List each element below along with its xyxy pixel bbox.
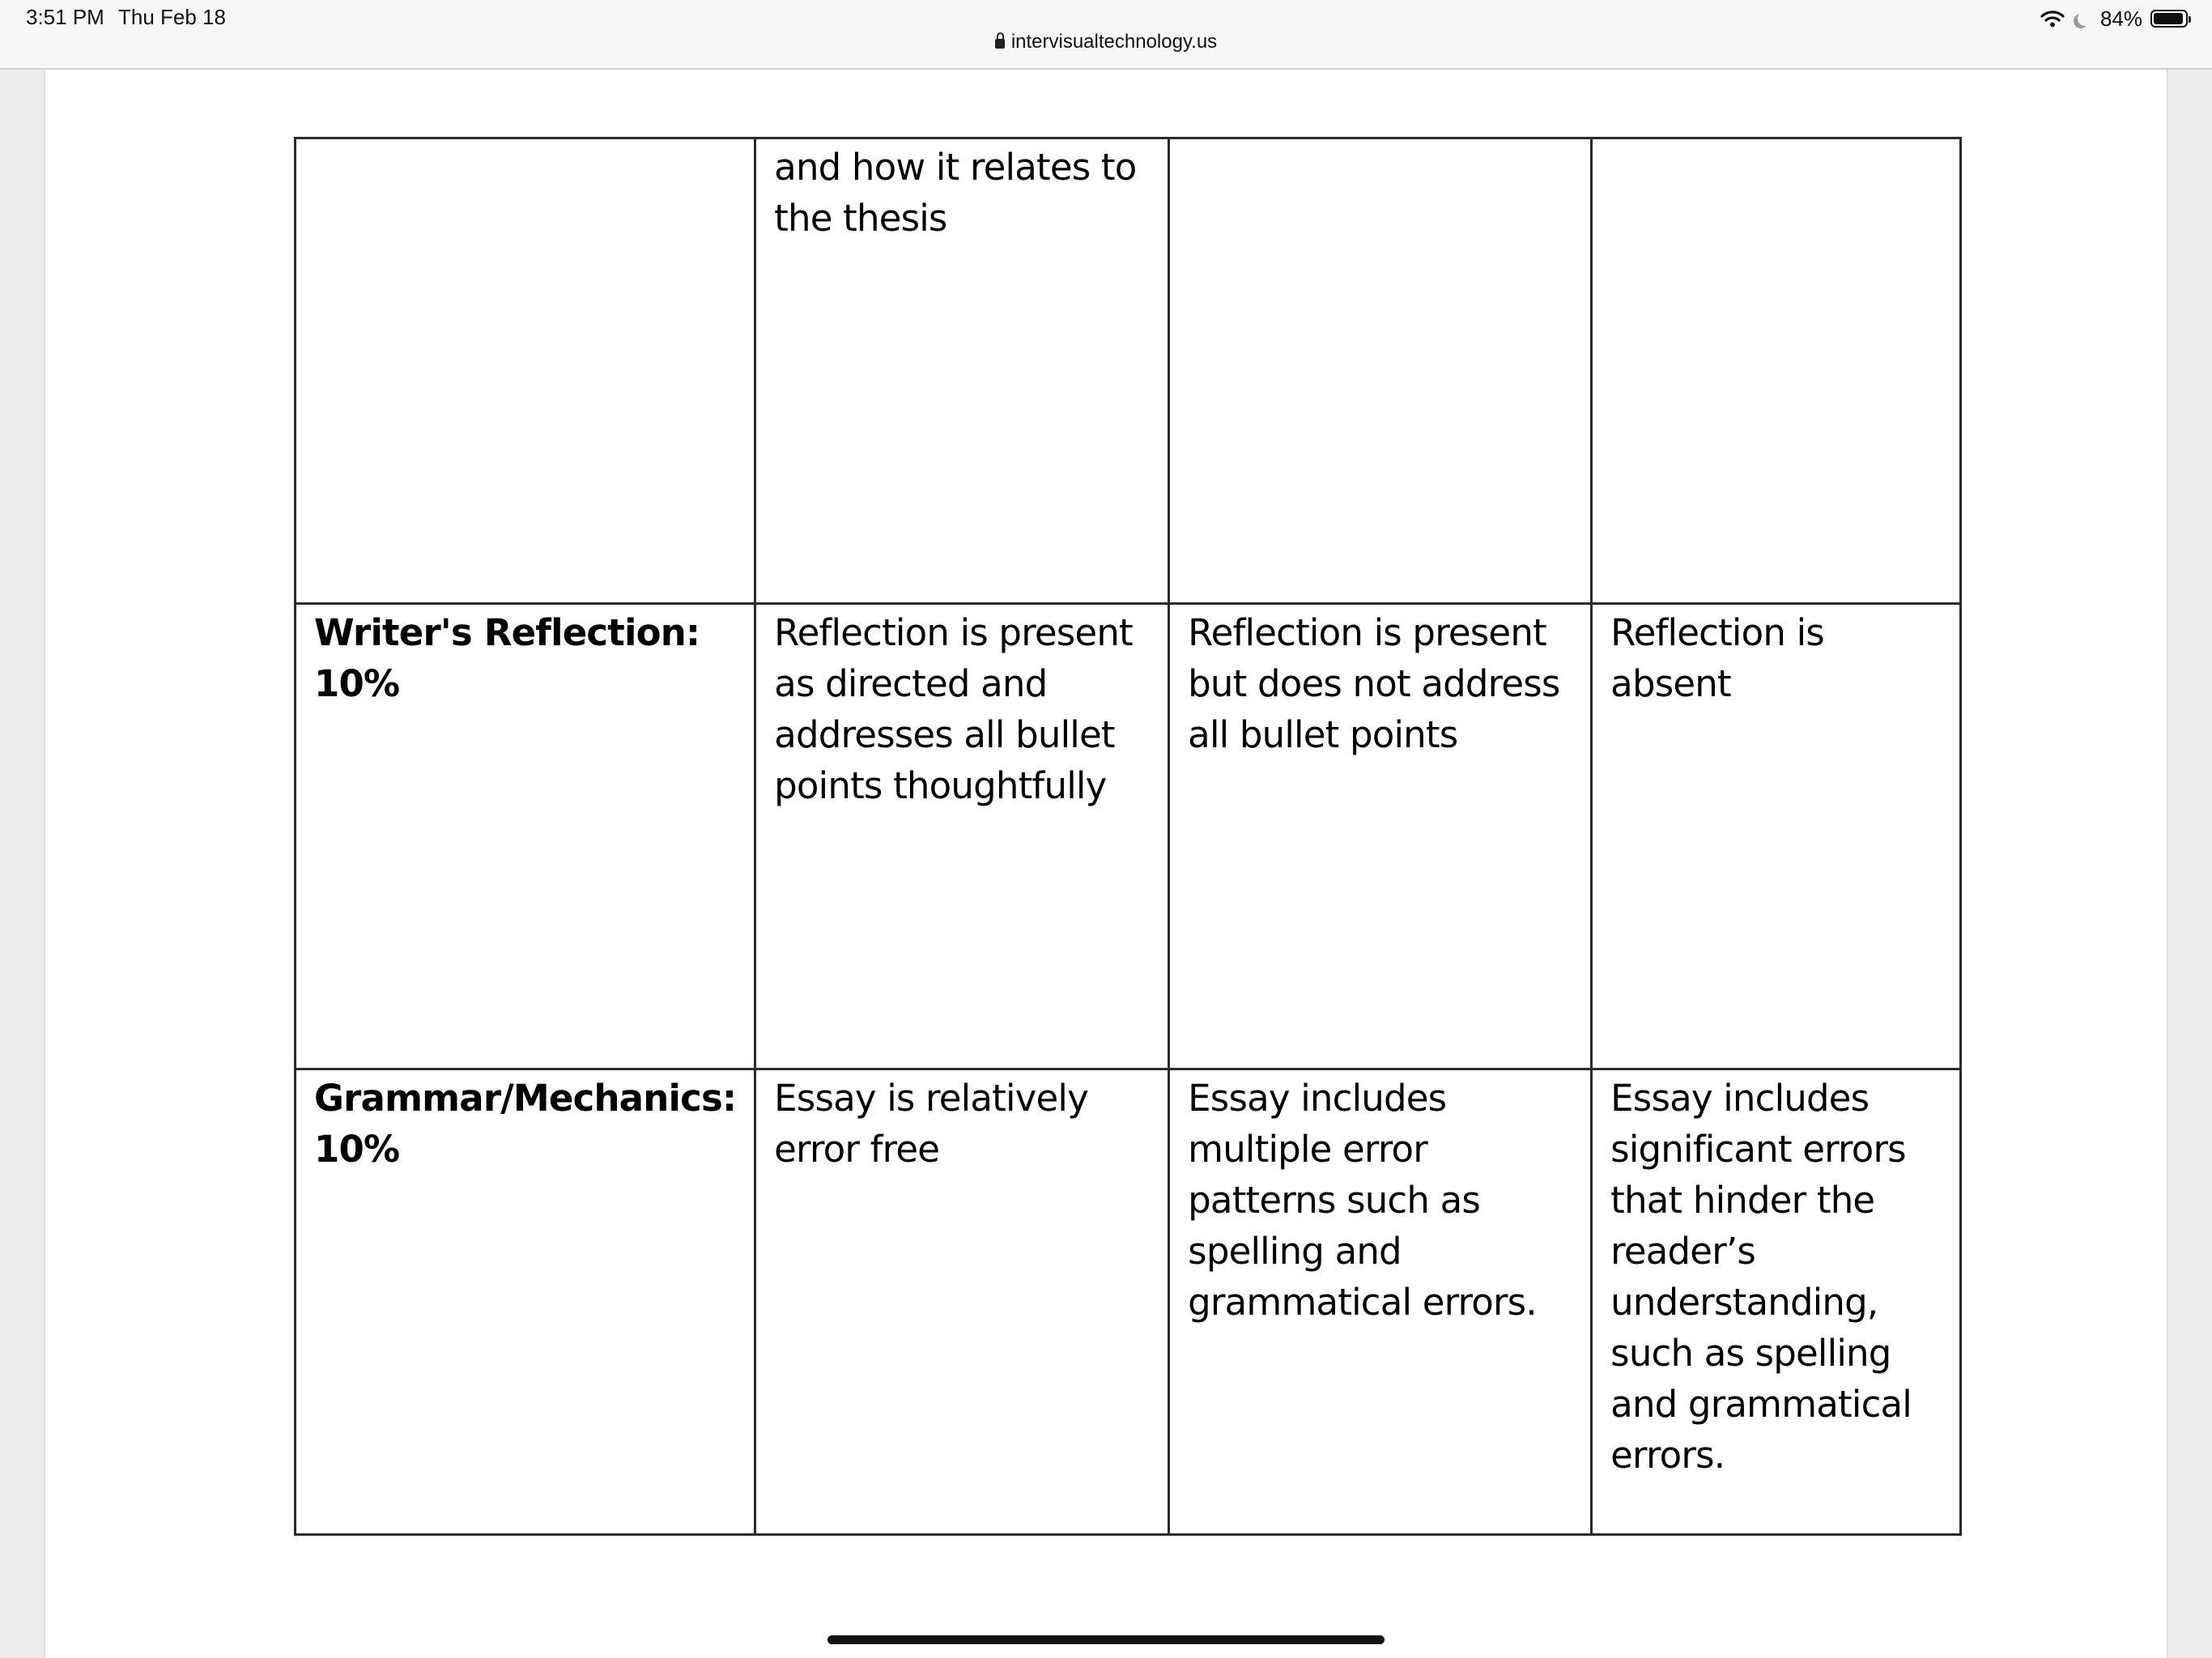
rubric-cell: Essay includes significant errors that hinder the reader’s understanding, such as spelling and grammatical errors. bbox=[1592, 1069, 1961, 1535]
status-time: 3:51 PM bbox=[26, 5, 104, 29]
battery-icon bbox=[2150, 10, 2188, 28]
wifi-icon bbox=[2040, 10, 2065, 28]
rubric-cell: Reflection is absent bbox=[1592, 604, 1961, 1069]
battery-percent: 84% bbox=[2099, 6, 2142, 31]
lock-icon bbox=[995, 39, 1005, 49]
document-page bbox=[44, 70, 2168, 1658]
rubric-cell: Reflection is present as directed and addresses all bullet points thoughtfully bbox=[755, 604, 1169, 1069]
home-indicator[interactable] bbox=[827, 1635, 1385, 1644]
rubric-table bbox=[294, 137, 1962, 1536]
rubric-cell: Essay includes multiple error patterns such as spelling and grammatical errors. bbox=[1169, 1069, 1592, 1535]
moon-icon bbox=[2078, 11, 2092, 26]
status-bar bbox=[0, 0, 2212, 70]
url-text[interactable]: intervisualtechnology.us bbox=[1010, 31, 1218, 53]
rubric-cell: Essay is relatively error free bbox=[755, 1069, 1169, 1535]
criterion-cell: Grammar/Mechanics: 10% bbox=[296, 1069, 755, 1535]
criterion-cell bbox=[296, 138, 755, 604]
criterion-cell: Writer's Reflection: 10% bbox=[296, 604, 755, 1069]
table-row bbox=[296, 1069, 1961, 1535]
table-row bbox=[296, 604, 1961, 1069]
status-indicators bbox=[2040, 5, 2188, 32]
rubric-cell bbox=[1592, 138, 1961, 604]
rubric-cell: and how it relates to the thesis bbox=[755, 138, 1169, 604]
address-bar[interactable] bbox=[0, 31, 2212, 53]
rubric-cell bbox=[1169, 138, 1592, 604]
status-date: Thu Feb 18 bbox=[118, 5, 226, 29]
rubric-cell: Reflection is present but does not address all bullet points bbox=[1169, 604, 1592, 1069]
table-row bbox=[296, 138, 1961, 604]
